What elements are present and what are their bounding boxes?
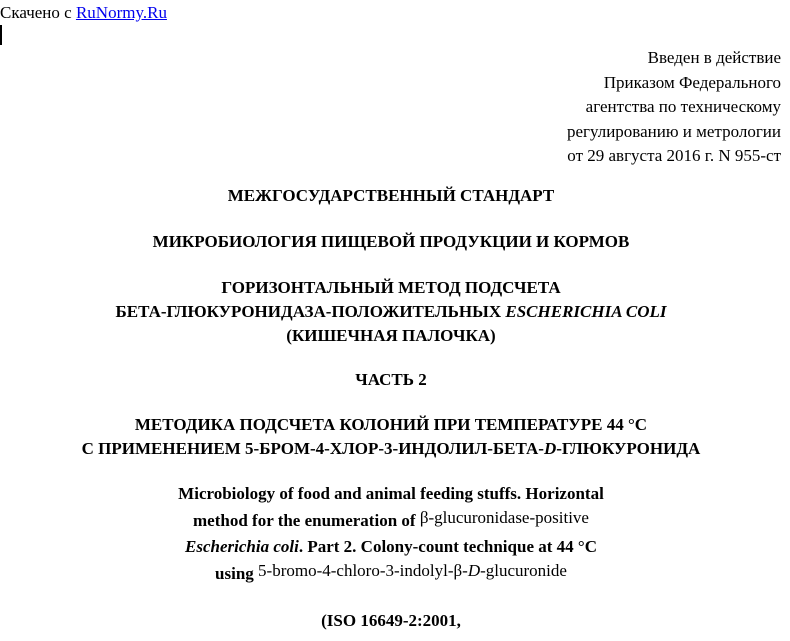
method-line-2 bbox=[0, 300, 782, 324]
enactment-line: регулированию и метрологии bbox=[566, 121, 781, 141]
english-line-3-rest: . Part 2. Colony-count technique at 44 °C bbox=[298, 537, 597, 556]
text-cursor bbox=[0, 25, 2, 45]
english-title bbox=[0, 481, 782, 587]
standard-type-text: МЕЖГОСУДАРСТВЕННЫЙ СТАНДАРТ bbox=[227, 186, 555, 205]
english-line-4-prefix: 5-bromo-4-chloro-3-indolyl-β- bbox=[258, 560, 468, 580]
iso-reference-text: (ISO 16649-2:2001, bbox=[321, 611, 461, 630]
technique-heading bbox=[0, 413, 782, 461]
subject-text: МИКРОБИОЛОГИЯ ПИЩЕВОЙ ПРОДУКЦИИ И КОРМОВ bbox=[152, 232, 630, 251]
technique-line-2-suffix: -ГЛЮКУРОНИДА bbox=[556, 439, 701, 458]
english-line-2 bbox=[0, 508, 782, 535]
enactment-line: от 29 августа 2016 г. N 955-ст bbox=[567, 146, 781, 165]
method-line-2-prefix: БЕТА-ГЛЮКУРОНИДАЗА-ПОЛОЖИТЕЛЬНЫХ bbox=[115, 302, 506, 321]
english-organism-name: Escherichia coli bbox=[185, 537, 299, 556]
enactment-line: Приказом Федерального bbox=[603, 72, 781, 92]
subject-heading bbox=[0, 230, 782, 254]
technique-line-1: МЕТОДИКА ПОДСЧЕТА КОЛОНИЙ ПРИ ТЕМПЕРАТУРЕ 44 °С bbox=[134, 415, 648, 434]
technique-line-2-prefix: С ПРИМЕНЕНИЕМ 5-БРОМ-4-ХЛОР-3-ИНДОЛИЛ-БЕТА- bbox=[81, 439, 544, 458]
iso-reference bbox=[0, 609, 782, 633]
english-line-4 bbox=[0, 561, 782, 588]
english-line-4-bold: using bbox=[215, 563, 259, 583]
organism-name: ESCHERICHIA COLI bbox=[505, 302, 667, 321]
technique-line-2 bbox=[0, 437, 782, 461]
enactment-line: агентства по техническому bbox=[585, 97, 781, 116]
method-line-1: ГОРИЗОНТАЛЬНЫЙ МЕТОД ПОДСЧЕТА bbox=[221, 278, 561, 297]
download-source-line bbox=[0, 2, 167, 24]
runormy-link[interactable]: RuNormy.Ru bbox=[75, 3, 167, 22]
d-isomer-letter: D bbox=[543, 439, 557, 458]
enactment-note bbox=[567, 46, 781, 169]
english-line-3 bbox=[0, 534, 782, 561]
part-heading bbox=[0, 368, 782, 392]
download-source-prefix: Скачено с bbox=[0, 3, 76, 22]
enactment-line: Введен в действие bbox=[647, 48, 781, 67]
english-line-2-normal: β-glucuronidase-positive bbox=[419, 507, 589, 527]
method-line-3: (КИШЕЧНАЯ ПАЛОЧКА) bbox=[286, 326, 496, 345]
part-text: ЧАСТЬ 2 bbox=[355, 370, 427, 389]
english-line-1: Microbiology of food and animal feeding stuffs. Horizontal bbox=[178, 484, 604, 503]
english-line-4-suffix: -glucuronide bbox=[480, 560, 567, 580]
method-heading bbox=[0, 276, 782, 348]
english-d-isomer-letter: D bbox=[467, 560, 481, 580]
standard-type-heading bbox=[0, 184, 782, 208]
english-line-2-bold: method for the enumeration of bbox=[193, 510, 420, 530]
